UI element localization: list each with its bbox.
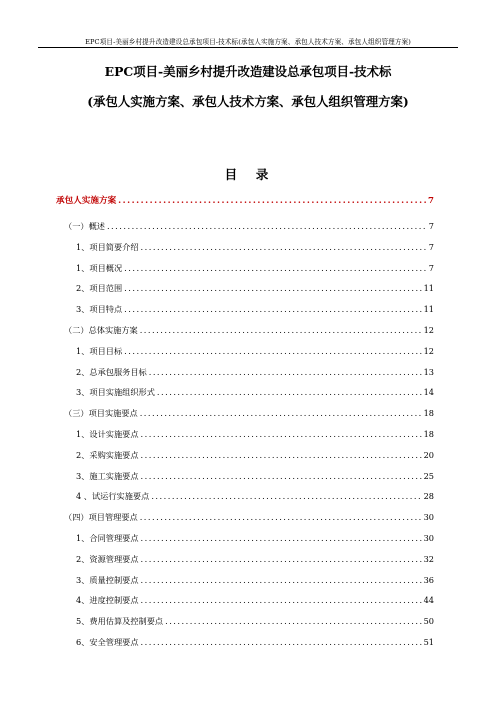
- toc-entry-label: 3、施工实施要点: [76, 470, 139, 481]
- toc-entry-label: （三）项目实施要点: [64, 408, 138, 419]
- toc-entry-label: 2、项目范围: [76, 283, 123, 294]
- toc-leader-dots: [124, 304, 421, 314]
- toc-entry-label: 1、项目简要介绍: [76, 241, 139, 252]
- toc-entry-page: 18: [423, 408, 434, 419]
- toc-entry-page: 32: [423, 553, 434, 564]
- toc-leader-dots: [140, 408, 422, 418]
- toc-entry-label: 2、资源管理要点: [76, 553, 139, 564]
- toc-entry-page: 20: [423, 449, 434, 460]
- toc-leader-dots: [141, 533, 422, 543]
- toc-leader-dots: [157, 387, 422, 397]
- toc-entry-page: 51: [423, 636, 434, 647]
- toc-entry-label: 3、质量控制要点: [76, 574, 139, 585]
- toc-entry-page: 11: [423, 283, 434, 294]
- toc-entry-label: 3、项目实施组织形式: [76, 387, 155, 398]
- toc-entry-label: 承包人实施方案: [56, 196, 117, 206]
- toc-leader-dots: [141, 595, 422, 605]
- toc-entry[interactable]: [56, 533, 434, 554]
- toc-leader-dots: [140, 325, 422, 335]
- toc-leader-dots: [141, 450, 422, 460]
- toc-leader-dots: [140, 512, 422, 522]
- toc-leader-dots: [151, 491, 421, 501]
- toc-leader-dots: [141, 471, 422, 481]
- toc-entry[interactable]: [56, 512, 434, 533]
- document-title: EPC项目-美丽乡村提升改造建设总承包项目-技术标: [104, 64, 392, 79]
- toc-entry[interactable]: [56, 367, 434, 388]
- toc-entry-page: 25: [423, 470, 434, 481]
- toc-entry-page: 12: [423, 324, 434, 335]
- toc-entry-page: 30: [423, 512, 434, 523]
- toc-leader-dots: [141, 637, 422, 647]
- toc-entry[interactable]: [56, 491, 434, 512]
- toc-entry-label: 3、项目特点: [76, 304, 123, 315]
- toc-entry-label: 4 、试运行实施要点: [76, 491, 150, 502]
- toc-leader-dots: [107, 221, 427, 231]
- toc-entry-page: 12: [423, 345, 434, 356]
- toc-entry-page: 28: [423, 491, 434, 502]
- toc-entry-section[interactable]: [56, 194, 434, 221]
- document-subtitle: (承包人实施方案、承包人技术方案、承包人组织管理方案): [87, 94, 409, 109]
- toc-entry-page: 7: [428, 196, 434, 206]
- toc-entry-page: 50: [423, 616, 434, 627]
- toc-entry-page: 14: [423, 387, 434, 398]
- toc-leader-dots: [165, 616, 421, 626]
- toc-leader-dots: [118, 196, 426, 206]
- toc-entry[interactable]: [56, 221, 434, 242]
- toc-entry[interactable]: [56, 471, 434, 492]
- toc-entry[interactable]: [56, 325, 434, 346]
- toc-entry-label: （一）概述: [64, 221, 105, 231]
- toc-entry[interactable]: [56, 595, 434, 616]
- toc-entry[interactable]: [56, 575, 434, 596]
- toc-entry[interactable]: [56, 283, 434, 304]
- toc-leader-dots: [149, 367, 422, 377]
- toc-leader-dots: [141, 554, 422, 564]
- toc-entry-label: 4、进度控制要点: [76, 595, 139, 606]
- toc-entry[interactable]: [56, 242, 434, 263]
- page-header: EPC项目-美丽乡村提升改造建设总承包项目-技术标(承包人实施方案、承包人技术方案、承包人组织管理方案): [85, 38, 411, 46]
- toc-entry-page: 7: [428, 221, 434, 231]
- toc-entry-page: 7: [428, 241, 434, 252]
- toc-entry[interactable]: [56, 408, 434, 429]
- toc-entry-label: （二）总体实施方案: [64, 324, 138, 335]
- toc-leader-dots: [141, 242, 427, 252]
- toc-entry-label: 1、项目概况: [76, 262, 123, 273]
- toc-entry[interactable]: [56, 429, 434, 450]
- toc-entry-page: 11: [423, 304, 434, 315]
- toc-leader-dots: [124, 263, 427, 273]
- toc-entry[interactable]: [56, 616, 434, 637]
- toc-entry-page: 13: [423, 366, 434, 377]
- toc-entry-label: 1、合同管理要点: [76, 532, 139, 543]
- toc-entry-label: 5、费用估算及控制要点: [76, 616, 164, 627]
- toc-entry-page: 44: [423, 595, 434, 606]
- toc-entry-label: 1、设计实施要点: [76, 428, 139, 439]
- toc-entry[interactable]: [56, 554, 434, 575]
- toc-entry-page: 36: [423, 574, 434, 585]
- toc-entry[interactable]: [56, 346, 434, 367]
- toc-entry[interactable]: [56, 387, 434, 408]
- toc-entry[interactable]: [56, 263, 434, 284]
- toc-entry-label: 2、采购实施要点: [76, 449, 139, 460]
- toc-entry-page: 18: [423, 428, 434, 439]
- toc-entry-page: 7: [428, 262, 434, 273]
- toc-entry[interactable]: [56, 304, 434, 325]
- toc-heading: 目 录: [224, 167, 272, 182]
- table-of-contents: [56, 194, 434, 658]
- header-divider: [38, 47, 458, 48]
- toc-leader-dots: [124, 283, 421, 293]
- toc-leader-dots: [141, 429, 422, 439]
- toc-entry[interactable]: [56, 450, 434, 471]
- toc-leader-dots: [124, 346, 421, 356]
- toc-entry-label: 1、项目目标: [76, 345, 123, 356]
- toc-entry-label: 6、安全管理要点: [76, 636, 139, 647]
- toc-entry[interactable]: [56, 637, 434, 658]
- toc-entry-page: 30: [423, 532, 434, 543]
- toc-entry-label: （四）项目管理要点: [64, 512, 138, 523]
- toc-entry-label: 2、总承包服务目标: [76, 366, 147, 377]
- toc-leader-dots: [141, 575, 422, 585]
